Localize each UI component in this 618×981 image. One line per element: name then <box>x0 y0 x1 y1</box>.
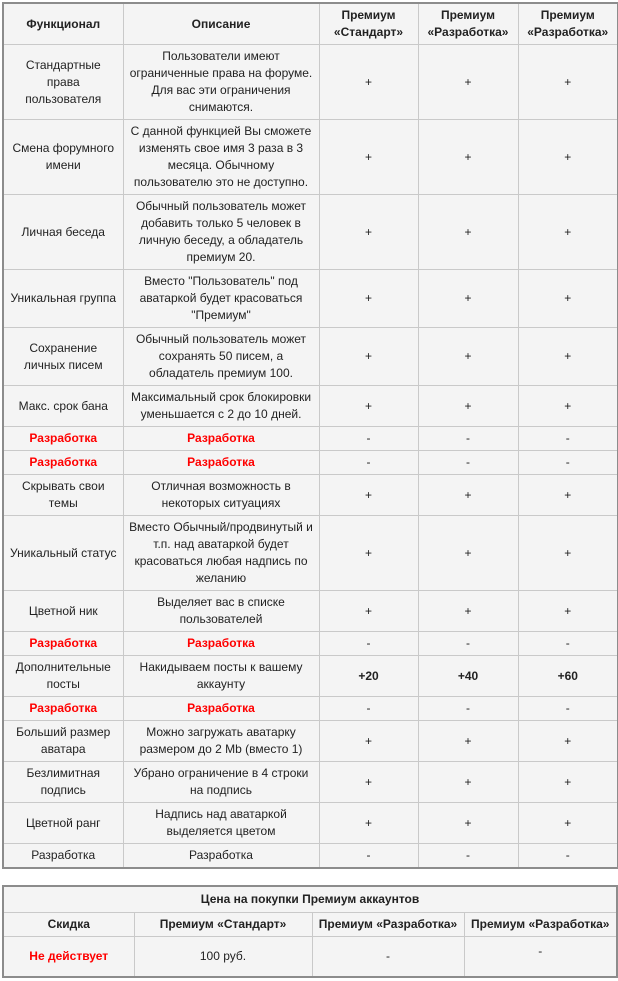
feature-value-cell: + <box>518 803 618 844</box>
feature-value-cell: + <box>319 762 418 803</box>
features-table-body <box>3 45 618 869</box>
feature-row <box>3 195 618 270</box>
features-header-cell-description: Описание <box>123 3 319 45</box>
feature-description-cell: Разработка <box>123 427 319 451</box>
feature-name-cell: Уникальная группа <box>3 270 123 328</box>
feature-value-cell: + <box>418 45 518 120</box>
pricing-row <box>3 937 617 978</box>
feature-value-cell: + <box>319 516 418 591</box>
pricing-header-cell-premium-standard: Премиум «Стандарт» <box>134 913 312 937</box>
feature-value-cell: - <box>319 632 418 656</box>
feature-value-cell: + <box>319 386 418 427</box>
feature-value-cell: + <box>518 475 618 516</box>
features-header-cell-premium-standard: Премиум «Стандарт» <box>319 3 418 45</box>
feature-name-cell: Разработка <box>3 697 123 721</box>
feature-value-cell: + <box>518 45 618 120</box>
feature-value-cell: + <box>319 591 418 632</box>
feature-name-cell: Разработка <box>3 844 123 869</box>
pricing-header-cell-premium-dev-1: Премиум «Разработка» <box>312 913 464 937</box>
pricing-table-title: Цена на покупки Премиум аккаунтов <box>3 886 617 913</box>
feature-value-cell: + <box>418 591 518 632</box>
feature-value-cell: - <box>418 844 518 869</box>
feature-description-cell: С данной функцией Вы сможете изменять свое имя 3 раза в 3 месяца. Обычному пользователю это не доступно. <box>123 120 319 195</box>
feature-value-cell: - <box>418 632 518 656</box>
feature-value-cell: + <box>319 45 418 120</box>
feature-description-cell: Вместо "Пользователь" под аватаркой будет красоваться "Премиум" <box>123 270 319 328</box>
feature-value-cell: - <box>319 697 418 721</box>
feature-description-cell: Убрано ограничение в 4 строки на подпись <box>123 762 319 803</box>
feature-row <box>3 475 618 516</box>
feature-description-cell: Накидываем посты к вашему аккаунту <box>123 656 319 697</box>
feature-description-cell: Вместо Обычный/продвинутый и т.п. над аватаркой будет красоваться любая надпись по желанию <box>123 516 319 591</box>
pricing-table <box>2 885 618 978</box>
feature-value-cell: + <box>418 475 518 516</box>
feature-description-cell: Обычный пользователь может добавить только 5 человек в личную беседу, а обладатель премиум 20. <box>123 195 319 270</box>
feature-value-cell: - <box>518 844 618 869</box>
pricing-header-cell-premium-dev-2: Премиум «Разработка» <box>464 913 617 937</box>
feature-name-cell: Личная беседа <box>3 195 123 270</box>
feature-name-cell: Уникальный статус <box>3 516 123 591</box>
feature-description-cell: Разработка <box>123 632 319 656</box>
feature-value-cell: - <box>319 427 418 451</box>
feature-value-cell: + <box>518 328 618 386</box>
feature-value-cell: - <box>319 844 418 869</box>
feature-description-cell: Можно загружать аватарку размером до 2 Mb (вместо 1) <box>123 721 319 762</box>
feature-row <box>3 516 618 591</box>
feature-value-cell: + <box>319 475 418 516</box>
feature-row <box>3 427 618 451</box>
feature-value-cell: - <box>418 697 518 721</box>
feature-name-cell: Макс. срок бана <box>3 386 123 427</box>
feature-value-cell: - <box>418 451 518 475</box>
feature-row <box>3 721 618 762</box>
feature-description-cell: Максимальный срок блокировки уменьшается с 2 до 10 дней. <box>123 386 319 427</box>
feature-name-cell: Разработка <box>3 632 123 656</box>
feature-name-cell: Разработка <box>3 427 123 451</box>
feature-value-cell: + <box>418 270 518 328</box>
feature-name-cell: Цветной ранг <box>3 803 123 844</box>
feature-value-cell: + <box>319 721 418 762</box>
feature-value-cell: +40 <box>418 656 518 697</box>
feature-row <box>3 45 618 120</box>
feature-value-cell: + <box>418 386 518 427</box>
feature-description-cell: Выделяет вас в списке пользователей <box>123 591 319 632</box>
feature-name-cell: Скрывать свои темы <box>3 475 123 516</box>
feature-value-cell: + <box>319 120 418 195</box>
feature-name-cell: Больший размер аватара <box>3 721 123 762</box>
feature-value-cell: - <box>418 427 518 451</box>
features-table <box>2 2 618 869</box>
pricing-cell: - <box>464 937 617 978</box>
feature-name-cell: Стандартные права пользователя <box>3 45 123 120</box>
pricing-header-cell-discount: Скидка <box>3 913 134 937</box>
feature-description-cell: Разработка <box>123 697 319 721</box>
feature-value-cell: +60 <box>518 656 618 697</box>
feature-value-cell: + <box>518 386 618 427</box>
feature-row <box>3 697 618 721</box>
feature-value-cell: - <box>319 451 418 475</box>
feature-value-cell: + <box>418 328 518 386</box>
feature-name-cell: Дополнительные посты <box>3 656 123 697</box>
feature-value-cell: + <box>418 195 518 270</box>
feature-description-cell: Отличная возможность в некоторых ситуациях <box>123 475 319 516</box>
feature-value-cell: - <box>518 427 618 451</box>
feature-row <box>3 591 618 632</box>
feature-description-cell: Обычный пользователь может сохранять 50 писем, а обладатель премиум 100. <box>123 328 319 386</box>
feature-value-cell: + <box>518 516 618 591</box>
feature-value-cell: + <box>319 270 418 328</box>
features-header-cell-premium-dev-2: Премиум «Разработка» <box>518 3 618 45</box>
feature-value-cell: + <box>418 803 518 844</box>
feature-description-cell: Надпись над аватаркой выделяется цветом <box>123 803 319 844</box>
features-header-cell-functional: Функционал <box>3 3 123 45</box>
pricing-table-body <box>3 937 617 978</box>
feature-value-cell: + <box>319 195 418 270</box>
features-header-cell-premium-dev-1: Премиум «Разработка» <box>418 3 518 45</box>
feature-value-cell: + <box>418 516 518 591</box>
feature-row <box>3 803 618 844</box>
pricing-title-row <box>3 886 617 913</box>
feature-row <box>3 328 618 386</box>
feature-row <box>3 270 618 328</box>
feature-value-cell: + <box>418 762 518 803</box>
feature-value-cell: + <box>518 591 618 632</box>
feature-description-cell: Разработка <box>123 844 319 869</box>
feature-name-cell: Смена форумного имени <box>3 120 123 195</box>
feature-value-cell: + <box>319 803 418 844</box>
feature-value-cell: + <box>518 762 618 803</box>
feature-row <box>3 451 618 475</box>
pricing-header-row <box>3 913 617 937</box>
feature-value-cell: + <box>319 328 418 386</box>
feature-value-cell: + <box>518 721 618 762</box>
feature-description-cell: Разработка <box>123 451 319 475</box>
feature-row <box>3 762 618 803</box>
feature-value-cell: +20 <box>319 656 418 697</box>
feature-name-cell: Разработка <box>3 451 123 475</box>
features-header-row <box>3 3 618 45</box>
feature-row <box>3 632 618 656</box>
feature-row <box>3 120 618 195</box>
feature-name-cell: Цветной ник <box>3 591 123 632</box>
pricing-cell: Не действует <box>3 937 134 978</box>
pricing-cell: 100 руб. <box>134 937 312 978</box>
feature-value-cell: + <box>518 195 618 270</box>
feature-value-cell: - <box>518 632 618 656</box>
feature-value-cell: + <box>418 120 518 195</box>
feature-value-cell: + <box>518 120 618 195</box>
feature-row <box>3 844 618 869</box>
feature-value-cell: + <box>418 721 518 762</box>
feature-value-cell: + <box>518 270 618 328</box>
feature-value-cell: - <box>518 697 618 721</box>
feature-name-cell: Сохранение личных писем <box>3 328 123 386</box>
feature-row <box>3 656 618 697</box>
feature-value-cell: - <box>518 451 618 475</box>
feature-name-cell: Безлимитная подпись <box>3 762 123 803</box>
pricing-cell: - <box>312 937 464 978</box>
feature-description-cell: Пользователи имеют ограниченные права на форуме. Для вас эти ограничения снимаются. <box>123 45 319 120</box>
feature-row <box>3 386 618 427</box>
